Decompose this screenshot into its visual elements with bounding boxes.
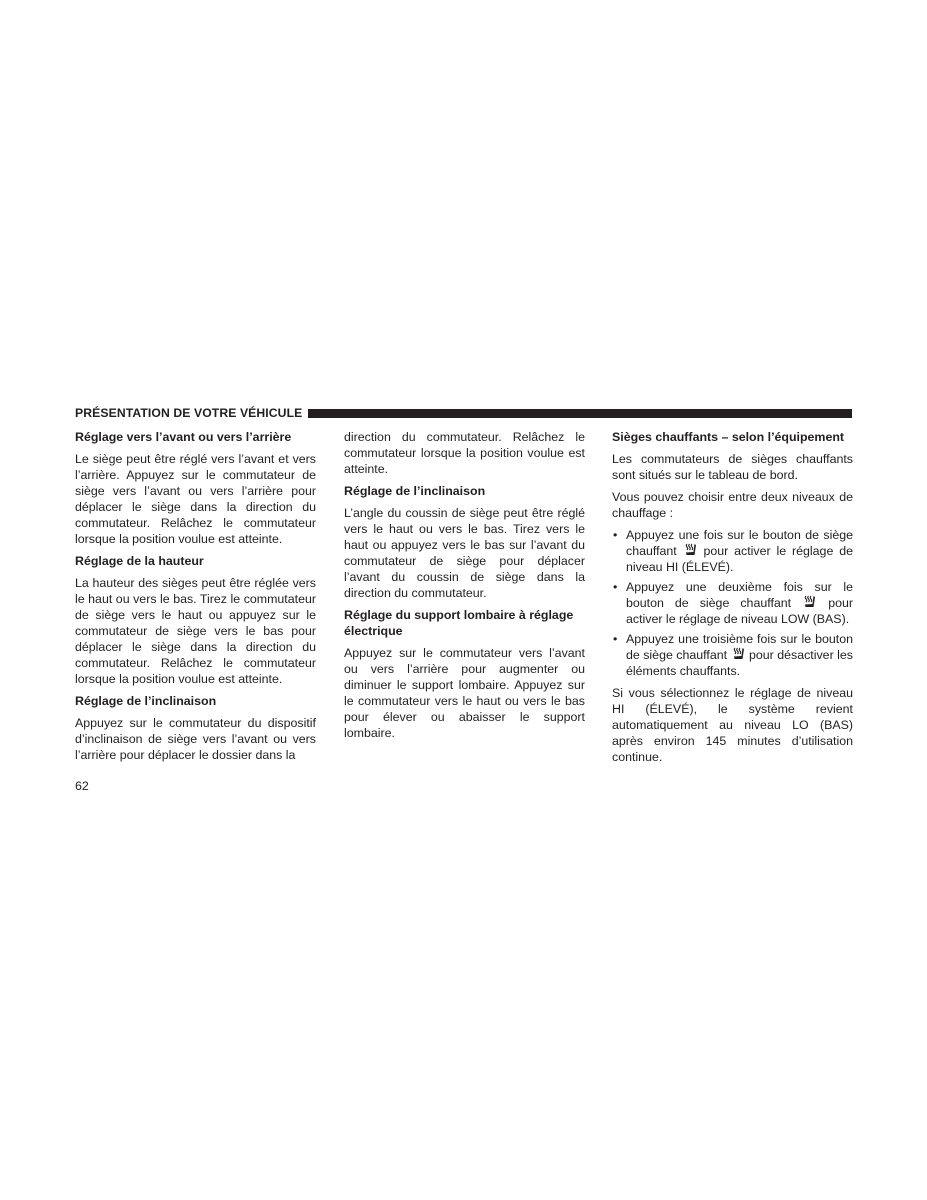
bullet-text-after: pour activer le réglage de niveau LOW (BAS). xyxy=(626,596,853,626)
heading-recline: Réglage de l’inclinaison xyxy=(75,694,217,708)
heading-cushion-tilt: Réglage de l’inclinaison xyxy=(344,484,486,498)
list-item xyxy=(612,579,853,627)
header-rule xyxy=(308,409,852,418)
section-title: PRÉSENTATION DE VOTRE VÉHICULE xyxy=(75,406,303,420)
bullet-text-after: pour activer le réglage de niveau HI (ÉLEVÉ). xyxy=(626,544,853,574)
heading-lumbar: Réglage du support lombaire à réglage électrique xyxy=(344,608,574,638)
section-header xyxy=(75,405,852,421)
heat-steps-list xyxy=(612,527,853,679)
column-middle xyxy=(344,429,585,747)
heated-seat-icon xyxy=(732,647,745,661)
bullet-dot: • xyxy=(613,632,618,646)
paragraph-fore-aft: Le siège peut être réglé vers l’avant et vers l’arrière. Appuyez sur le commutateur de siège vers l’avant ou vers l’arrière pour déplacer le siège dans la direction du commutateur. Relâchez le commutateur lorsque la position voulue est atteinte. xyxy=(75,452,316,546)
paragraph-auto-revert: Si vous sélectionnez le réglage de niveau HI (ÉLEVÉ), le système revient automatiquement au niveau LO (BAS) après environ 145 minutes d’utilisation continue. xyxy=(612,686,853,764)
heated-seat-icon xyxy=(684,543,697,557)
paragraph-heat-levels: Vous pouvez choisir entre deux niveaux de chauffage : xyxy=(612,490,853,520)
bullet-text-before: Appuyez une fois sur le bouton de siège chauffant xyxy=(626,528,853,558)
heading-heated-seats: Sièges chauffants – selon l’équipement xyxy=(612,430,845,444)
list-item xyxy=(612,631,853,679)
bullet-text-after: pour désactiver les éléments chauffants. xyxy=(626,648,853,678)
paragraph-recline: Appuyez sur le commutateur du dispositif d’inclinaison de siège vers l’avant ou vers l’arrière pour déplacer le dossier dans la xyxy=(75,716,316,762)
bullet-text-before: Appuyez une troisième fois sur le bouton de siège chauffant xyxy=(626,632,853,662)
bullet-dot: • xyxy=(613,580,618,594)
paragraph-lumbar: Appuyez sur le commutateur vers l’avant ou vers l’arrière pour augmenter ou diminuer le support lombaire. Appuyez sur le commutateur vers le haut ou vers le bas pour élever ou abaisser le support lombaire. xyxy=(344,646,585,740)
page-number: 62 xyxy=(75,779,89,793)
paragraph-recline-continued: direction du commutateur. Relâchez le commutateur lorsque la position voulue est atteinte. xyxy=(344,430,585,476)
heading-fore-aft: Réglage vers l’avant ou vers l’arrière xyxy=(75,430,292,444)
bullet-text-before: Appuyez une deuxième fois sur le bouton de siège chauffant xyxy=(626,580,853,610)
column-left xyxy=(75,429,316,769)
paragraph-heated-location: Les commutateurs de sièges chauffants sont situés sur le tableau de bord. xyxy=(612,452,853,482)
paragraph-height: La hauteur des sièges peut être réglée vers le haut ou vers le bas. Tirez le commutateur de siège vers le haut ou appuyez sur le commutateur de siège vers le bas pour déplacer le siège dans la direction du commutateur. Relâchez le commutateur lorsque la position voulue est atteinte. xyxy=(75,576,316,686)
paragraph-cushion-tilt: L’angle du coussin de siège peut être réglé vers le haut ou vers le bas. Tirez vers le haut ou appuyez vers le bas sur l’avant du commutateur de siège pour déplacer l’avant du coussin de siège dans la direction du commutateur. xyxy=(344,506,585,600)
heated-seat-icon xyxy=(803,595,816,609)
heading-height: Réglage de la hauteur xyxy=(75,554,204,568)
column-right xyxy=(612,429,853,771)
bullet-dot: • xyxy=(613,528,618,542)
list-item xyxy=(612,527,853,575)
